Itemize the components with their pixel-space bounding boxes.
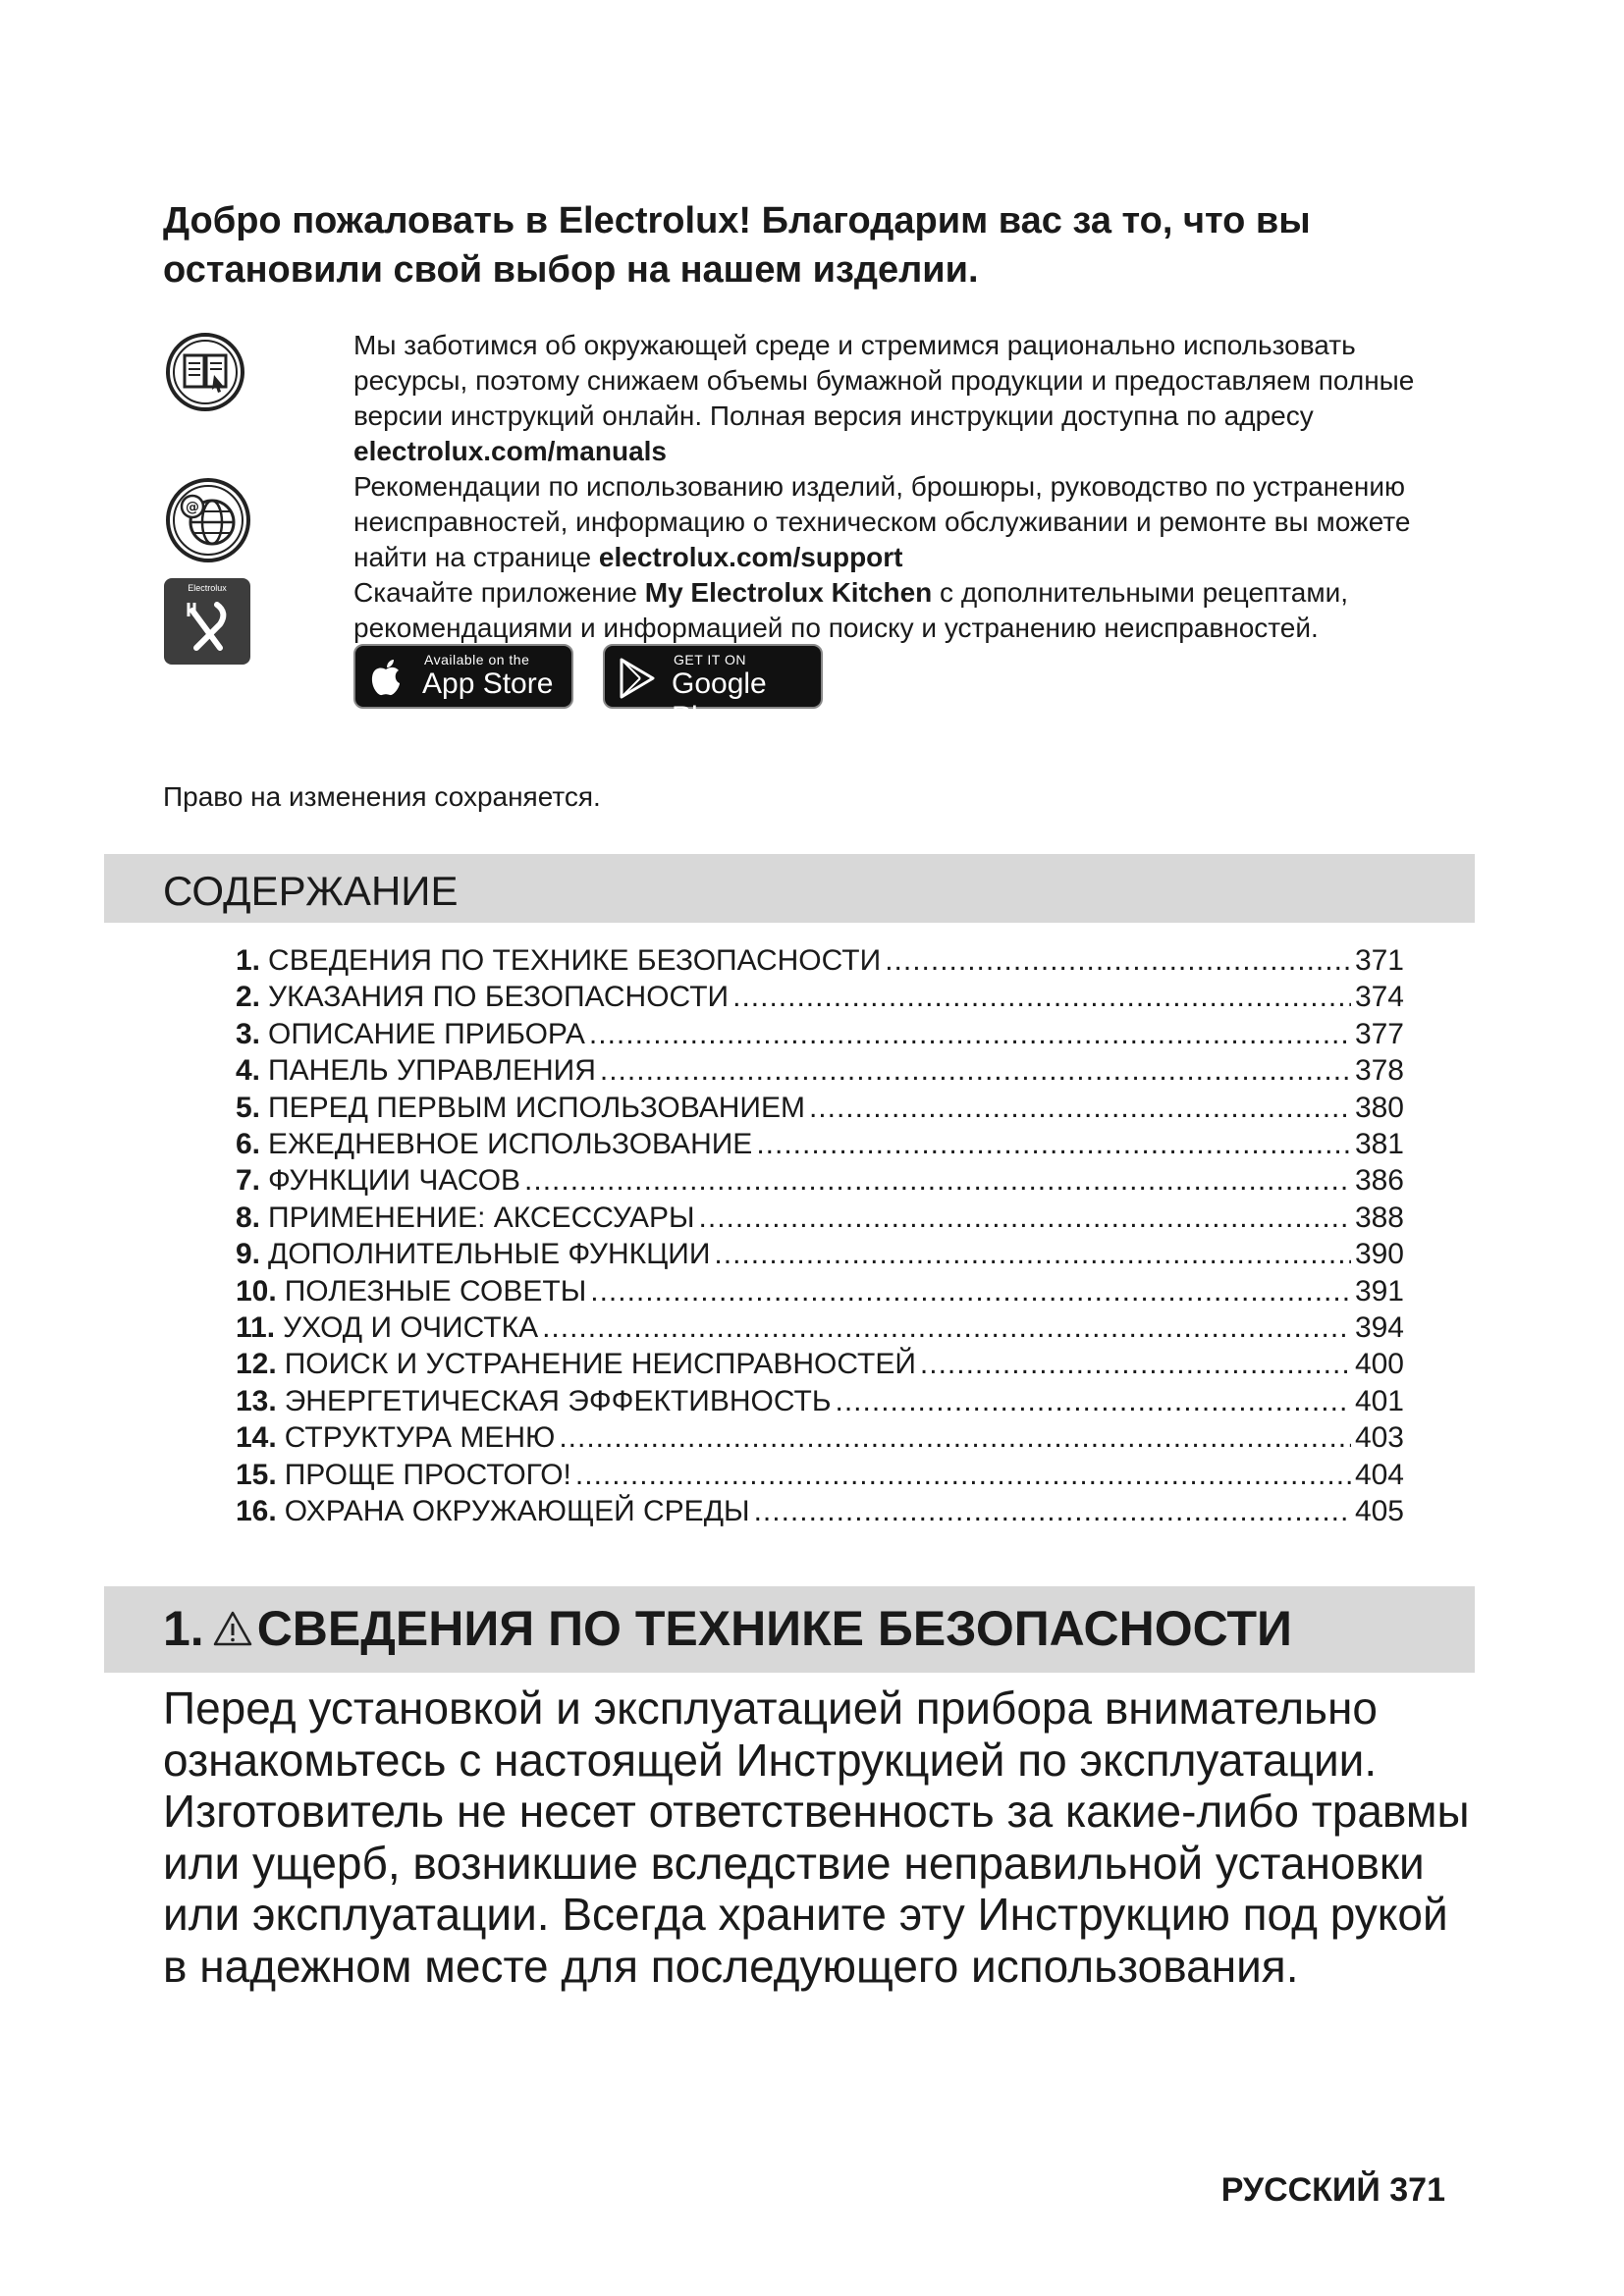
- toc-item-title: УХОД И ОЧИСТКА: [283, 1311, 539, 1345]
- toc-item[interactable]: [236, 1493, 1404, 1529]
- toc-item-title: ОХРАНА ОКРУЖАЮЩЕЙ СРЕДЫ: [284, 1495, 750, 1528]
- welcome-title: Добро пожаловать в Electrolux! Благодарим вас за то, что вы остановили свой выбор на нашем изделии.: [163, 200, 1311, 291]
- toc-item-title: ПРОЩЕ ПРОСТОГО!: [284, 1458, 571, 1491]
- toc-dot-leader: [589, 1016, 1351, 1052]
- app-icon-brand: Electrolux: [188, 583, 227, 593]
- toc-item-page: 400: [1354, 1348, 1404, 1381]
- toc-item[interactable]: [236, 979, 1404, 1015]
- support-link[interactable]: electrolux.com/support: [598, 542, 903, 572]
- toc-item-number: 15.: [236, 1458, 277, 1491]
- toc-dot-leader: [699, 1200, 1351, 1236]
- toc-list: [236, 942, 1404, 1530]
- toc-dot-leader: [590, 1273, 1351, 1309]
- toc-dot-leader: [754, 1493, 1351, 1529]
- safety-section-number: 1.: [163, 1601, 204, 1656]
- safety-title: [163, 1600, 1292, 1657]
- toc-item-number: 3.: [236, 1017, 261, 1050]
- toc-dot-leader: [524, 1162, 1351, 1199]
- toc-item-page: 381: [1354, 1128, 1404, 1161]
- toc-item-page: 405: [1354, 1495, 1404, 1528]
- app-paragraph: Скачайте приложение My Electrolux Kitchen с дополнительными рецептами, рекомендациями и информацией по поиску и устранению неисправностей.: [353, 577, 1348, 643]
- toc-dot-leader: [920, 1346, 1351, 1382]
- electrolux-kitchen-app-icon: [163, 577, 251, 666]
- apple-icon: [369, 658, 403, 702]
- toc-item-title: ПОЛЕЗНЫЕ СОВЕТЫ: [284, 1274, 587, 1308]
- toc-dot-leader: [809, 1090, 1351, 1126]
- toc-item-number: 10.: [236, 1274, 277, 1308]
- toc-item-number: 16.: [236, 1495, 277, 1528]
- toc-dot-leader: [559, 1419, 1351, 1456]
- app-store-small-label: Available on the: [424, 652, 530, 667]
- toc-item[interactable]: [236, 1383, 1404, 1419]
- toc-dot-leader: [714, 1236, 1351, 1272]
- toc-item[interactable]: [236, 1236, 1404, 1272]
- intro-text-block: [353, 328, 1473, 646]
- toc-item[interactable]: [236, 1419, 1404, 1456]
- google-play-icon: [619, 658, 656, 704]
- toc-item-page: 378: [1354, 1054, 1404, 1088]
- safety-intro-text: Перед установкой и эксплуатацией прибора внимательно ознакомьтесь с настоящей Инструкцией по эксплуатации. Изготовитель не несет ответственность за какие-либо травмы или ущерб, возникшие вследствие неправильной установки или эксплуатации. Всегда храните эту Инструкцию под рукой в надежном месте для последующего использования.: [163, 1682, 1470, 1992]
- toc-item-number: 4.: [236, 1054, 261, 1088]
- toc-item-number: 14.: [236, 1421, 277, 1455]
- svg-text:@: @: [186, 500, 199, 515]
- safety-section-title: СВЕДЕНИЯ ПО ТЕХНИКЕ БЕЗОПАСНОСТИ: [256, 1601, 1292, 1656]
- toc-dot-leader: [756, 1126, 1351, 1162]
- rights-notice: Право на изменения сохраняется.: [163, 781, 601, 812]
- toc-item-number: 8.: [236, 1201, 261, 1234]
- app-store-label: App Store: [422, 667, 554, 700]
- toc-item-page: 403: [1354, 1421, 1404, 1455]
- toc-dot-leader: [542, 1309, 1351, 1346]
- toc-dot-leader: [885, 942, 1351, 979]
- toc-item-page: 374: [1354, 981, 1404, 1014]
- footer-language: РУССКИЙ: [1220, 2171, 1380, 2209]
- toc-item-title: ЭНЕРГЕТИЧЕСКАЯ ЭФФЕКТИВНОСТЬ: [284, 1384, 832, 1417]
- toc-dot-leader: [600, 1052, 1351, 1089]
- toc-item-page: 380: [1354, 1091, 1404, 1124]
- google-play-label: Google Play: [672, 667, 767, 733]
- warning-icon: [212, 1610, 253, 1647]
- google-play-small-label: GET IT ON: [674, 652, 746, 667]
- toc-item-page: 391: [1354, 1274, 1404, 1308]
- toc-item-title: ЕЖЕДНЕВНОЕ ИСПОЛЬЗОВАНИЕ: [268, 1128, 753, 1161]
- toc-item-title: СТРУКТУРА МЕНЮ: [284, 1421, 556, 1455]
- toc-item-page: 377: [1354, 1017, 1404, 1050]
- app-store-button[interactable]: [353, 644, 573, 709]
- toc-item-number: 11.: [236, 1311, 276, 1345]
- toc-item-title: ДОПОЛНИТЕЛЬНЫЕ ФУНКЦИИ: [268, 1238, 711, 1271]
- toc-item-title: УКАЗАНИЯ ПО БЕЗОПАСНОСТИ: [268, 981, 730, 1014]
- support-paragraph: Рекомендации по использованию изделий, брошюры, руководство по устранению неисправностей, информацию о техническом обслуживании и ремонте вы можете найти на странице electrolux.com/support: [353, 471, 1411, 572]
- toc-item-number: 1.: [236, 944, 261, 977]
- toc-dot-leader: [575, 1457, 1351, 1493]
- toc-item-number: 13.: [236, 1384, 277, 1417]
- toc-item-page: 401: [1354, 1384, 1404, 1417]
- toc-item[interactable]: [236, 1309, 1404, 1346]
- toc-item[interactable]: [236, 1162, 1404, 1199]
- toc-item[interactable]: [236, 1052, 1404, 1089]
- toc-item-page: 386: [1354, 1164, 1404, 1198]
- app-name: My Electrolux Kitchen: [644, 577, 933, 608]
- toc-item-title: ПЕРЕД ПЕРВЫМ ИСПОЛЬЗОВАНИЕМ: [268, 1091, 805, 1124]
- toc-item-title: ОПИСАНИЕ ПРИБОРА: [268, 1017, 585, 1050]
- book-manual-icon: [163, 330, 247, 414]
- toc-item-title: СВЕДЕНИЯ ПО ТЕХНИКЕ БЕЗОПАСНОСТИ: [268, 944, 882, 977]
- toc-item-page: 390: [1354, 1238, 1404, 1271]
- toc-item-number: 5.: [236, 1091, 261, 1124]
- manual-paragraph: Мы заботимся об окружающей среде и стремимся рационально использовать ресурсы, поэтому снижаем объемы бумажной продукции и предоставляем полные версии инструкций онлайн. Полная версия инструкции доступна по адресу electrolux.com/manuals: [353, 330, 1415, 466]
- toc-item-title: ПАНЕЛЬ УПРАВЛЕНИЯ: [268, 1054, 596, 1088]
- toc-title: СОДЕРЖАНИЕ: [163, 868, 459, 914]
- toc-item-number: 9.: [236, 1238, 261, 1271]
- toc-item[interactable]: [236, 1346, 1404, 1382]
- google-play-button[interactable]: [603, 644, 823, 733]
- toc-item-number: 2.: [236, 981, 261, 1014]
- page-footer: [1221, 2171, 1445, 2210]
- toc-item-number: 12.: [236, 1348, 277, 1381]
- toc-item[interactable]: [236, 1016, 1404, 1052]
- globe-support-icon: [163, 475, 253, 565]
- toc-item-page: 394: [1354, 1311, 1404, 1345]
- toc-item-title: ПРИМЕНЕНИЕ: АКСЕССУАРЫ: [268, 1201, 695, 1234]
- manuals-link[interactable]: electrolux.com/manuals: [353, 436, 668, 466]
- toc-dot-leader: [836, 1383, 1351, 1419]
- toc-item[interactable]: [236, 1090, 1404, 1126]
- toc-item-number: 7.: [236, 1164, 261, 1198]
- toc-item[interactable]: [236, 1273, 1404, 1309]
- toc-item[interactable]: [236, 942, 1404, 979]
- safety-header-bar: [104, 1586, 1475, 1673]
- footer-page-number: 371: [1389, 2171, 1445, 2209]
- toc-header-bar: [104, 854, 1475, 923]
- toc-item[interactable]: [236, 1200, 1404, 1236]
- toc-item-page: 404: [1354, 1458, 1404, 1491]
- toc-item-number: 6.: [236, 1128, 261, 1161]
- toc-item-page: 388: [1354, 1201, 1404, 1234]
- toc-item-title: ФУНКЦИИ ЧАСОВ: [268, 1164, 521, 1198]
- toc-item[interactable]: [236, 1126, 1404, 1162]
- toc-item-title: ПОИСК И УСТРАНЕНИЕ НЕИСПРАВНОСТЕЙ: [284, 1348, 916, 1381]
- toc-item-page: 371: [1354, 944, 1404, 977]
- toc-item[interactable]: [236, 1457, 1404, 1493]
- toc-dot-leader: [732, 979, 1351, 1015]
